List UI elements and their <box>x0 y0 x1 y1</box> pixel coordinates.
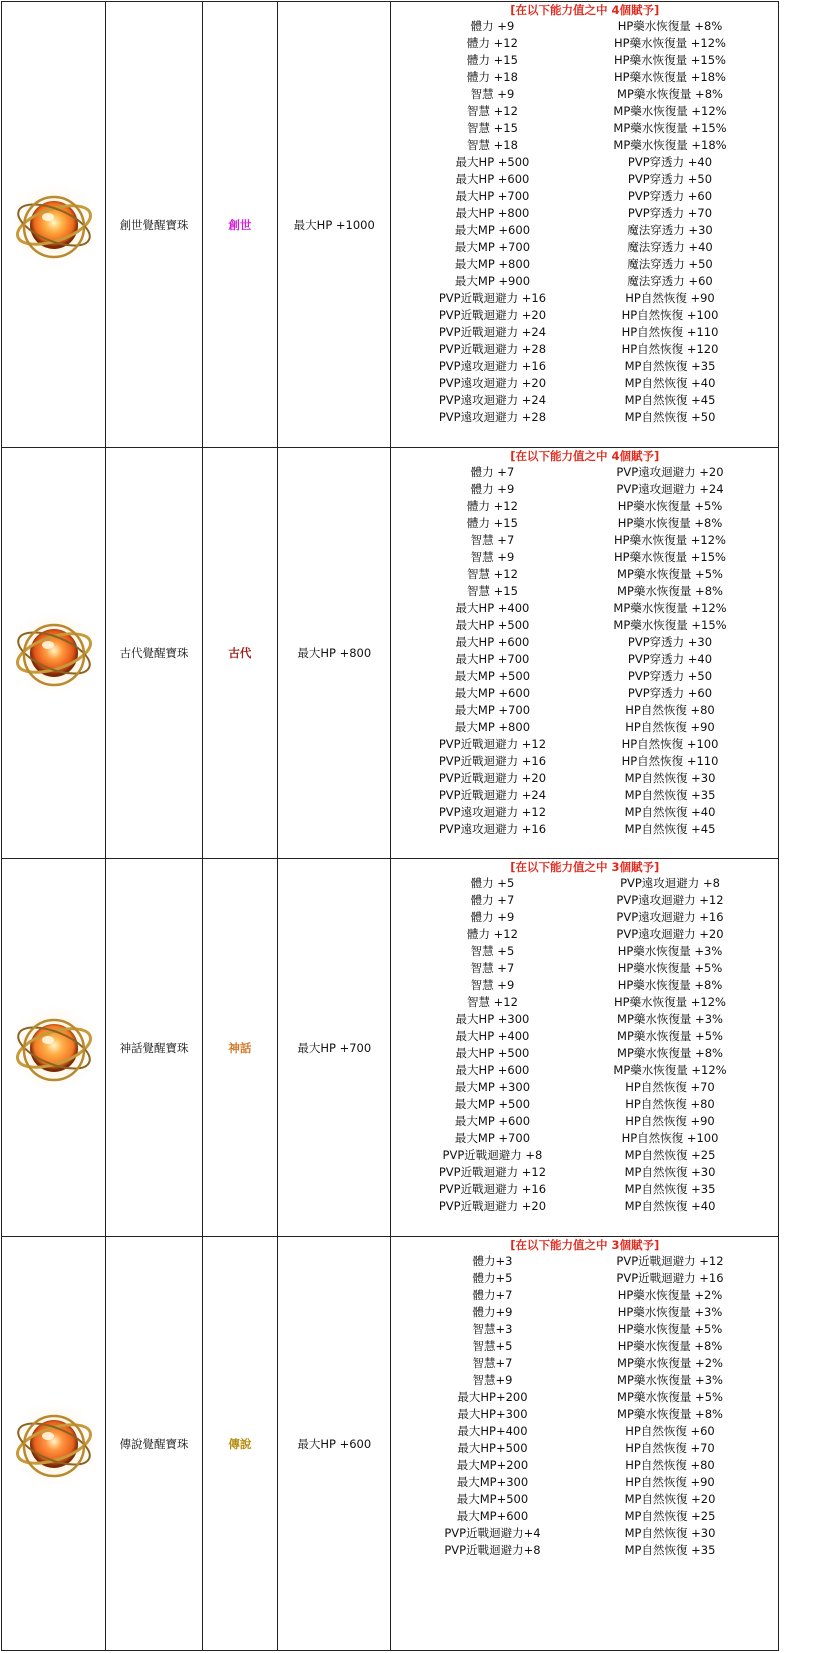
option-item: PVP近戰迴避力 +12 <box>616 1254 724 1268</box>
orb-name: 傳說覺醒寶珠 <box>106 1237 202 1651</box>
option-item: MP藥水恢復量 +5% <box>617 567 723 581</box>
option-item: PVP穿透力 +70 <box>627 206 713 220</box>
option-item: MP藥水恢復量 +12% <box>613 601 727 615</box>
option-item: PVP遠攻迴避力 +12 <box>438 805 547 819</box>
options-right-column <box>600 875 740 1215</box>
option-item: HP藥水恢復量 +5% <box>617 499 723 513</box>
option-item: HP自然恢復 +100 <box>621 737 719 751</box>
awakening-orb-icon <box>6 177 102 273</box>
option-item: HP藥水恢復量 +18% <box>614 70 726 84</box>
option-item: MP藥水恢復量 +8% <box>617 87 723 101</box>
orb-name: 古代覺醒寶珠 <box>106 448 202 859</box>
option-item: 體力 +12 <box>467 36 518 50</box>
option-item: PVP近戰迴避力+8 <box>444 1543 541 1557</box>
option-item: MP藥水恢復量 +5% <box>617 1029 723 1043</box>
option-item: HP藥水恢復量 +5% <box>617 961 723 975</box>
options-title: [在以下能力值之中 3個賦予] <box>510 1238 660 1252</box>
option-item: 最大HP +500 <box>455 155 530 169</box>
option-item: HP藥水恢復量 +3% <box>617 944 723 958</box>
option-item: HP自然恢復 +120 <box>621 342 719 356</box>
option-item: 體力 +18 <box>467 70 518 84</box>
option-item: 智慧 +15 <box>467 584 518 598</box>
options-left-column <box>427 875 557 1215</box>
options-columns <box>391 875 778 1215</box>
option-item: MP藥水恢復量 +3% <box>617 1012 723 1026</box>
option-item: MP自然恢復 +50 <box>624 410 716 424</box>
option-item: HP自然恢復 +70 <box>625 1441 715 1455</box>
option-item: PVP近戰迴避力 +8 <box>442 1148 543 1162</box>
option-item: PVP遠攻迴避力 +12 <box>616 893 724 907</box>
orb-name: 創世覺醒寶珠 <box>106 2 202 448</box>
option-item: 最大HP+400 <box>457 1424 528 1438</box>
option-item: 最大MP +500 <box>454 1097 531 1111</box>
orb-row <box>2 859 779 1237</box>
option-item: HP藥水恢復量 +12% <box>614 995 726 1009</box>
option-item: HP自然恢復 +80 <box>625 1097 715 1111</box>
orb-grade: 古代 <box>202 448 277 859</box>
option-item: MP自然恢復 +35 <box>624 1543 716 1557</box>
option-item: 智慧 +12 <box>467 104 518 118</box>
option-item: 最大HP +500 <box>455 1046 530 1060</box>
option-item: 體力+5 <box>472 1271 513 1285</box>
orb-row <box>2 448 779 859</box>
option-item: 最大HP +300 <box>455 1012 530 1026</box>
option-item: MP自然恢復 +30 <box>624 771 716 785</box>
option-item: 最大MP +700 <box>454 1131 531 1145</box>
option-item: HP藥水恢復量 +8% <box>617 516 723 530</box>
option-item: 智慧+7 <box>472 1356 513 1370</box>
option-item: HP藥水恢復量 +8% <box>617 19 723 33</box>
orb-options-cell <box>391 448 779 859</box>
option-item: MP藥水恢復量 +3% <box>617 1373 723 1387</box>
options-right-column <box>600 1253 740 1559</box>
option-item: 智慧 +18 <box>467 138 518 152</box>
awakening-orb-icon <box>6 1396 102 1492</box>
option-item: HP藥水恢復量 +3% <box>617 1305 723 1319</box>
options-title: [在以下能力值之中 4個賦予] <box>510 449 660 463</box>
options-right-column <box>600 18 740 426</box>
option-item: 體力 +9 <box>470 910 515 924</box>
option-item: PVP近戰迴避力 +20 <box>438 1199 547 1213</box>
option-item: PVP穿透力 +40 <box>627 652 713 666</box>
option-item: PVP近戰迴避力 +16 <box>438 1182 547 1196</box>
option-item: 智慧+9 <box>472 1373 513 1387</box>
option-item: PVP遠攻迴避力 +16 <box>616 910 724 924</box>
options-left-column <box>427 18 557 426</box>
option-item: PVP近戰迴避力 +20 <box>438 308 547 322</box>
option-item: PVP遠攻迴避力 +20 <box>616 465 724 479</box>
option-item: PVP近戰迴避力 +12 <box>438 737 547 751</box>
option-item: MP藥水恢復量 +8% <box>617 584 723 598</box>
option-item: 智慧 +7 <box>470 533 515 547</box>
option-item: MP藥水恢復量 +8% <box>617 1407 723 1421</box>
option-item: MP藥水恢復量 +2% <box>617 1356 723 1370</box>
option-item: 體力 +5 <box>470 876 515 890</box>
option-item: 最大HP +600 <box>455 1063 530 1077</box>
option-item: MP自然恢復 +30 <box>624 1526 716 1540</box>
option-item: MP藥水恢復量 +15% <box>613 618 727 632</box>
options-title: [在以下能力值之中 4個賦予] <box>510 3 660 17</box>
option-item: 最大HP +400 <box>455 601 530 615</box>
option-item: 最大MP +300 <box>454 1080 531 1094</box>
option-item: 最大HP +600 <box>455 172 530 186</box>
option-item: 魔法穿透力 +50 <box>627 257 713 271</box>
orb-grade: 創世 <box>202 2 277 448</box>
option-item: 體力 +7 <box>470 893 515 907</box>
options-left-column <box>427 1253 557 1559</box>
option-item: 魔法穿透力 +60 <box>627 274 713 288</box>
option-item: 最大HP+500 <box>457 1441 528 1455</box>
orb-row <box>2 2 779 448</box>
option-item: MP藥水恢復量 +12% <box>613 1063 727 1077</box>
orb-image-cell <box>2 859 106 1237</box>
option-item: 最大MP +800 <box>454 720 531 734</box>
option-item: HP自然恢復 +60 <box>625 1424 715 1438</box>
option-item: MP藥水恢復量 +12% <box>613 104 727 118</box>
option-item: PVP遠攻迴避力 +16 <box>438 822 547 836</box>
option-item: PVP遠攻迴避力 +20 <box>438 376 547 390</box>
orb-base-stat: 最大HP +1000 <box>278 2 391 448</box>
option-item: HP自然恢復 +70 <box>625 1080 715 1094</box>
option-item: MP藥水恢復量 +15% <box>613 121 727 135</box>
option-item: 智慧 +9 <box>470 87 515 101</box>
option-item: 最大HP+200 <box>457 1390 528 1404</box>
option-item: PVP近戰迴避力 +12 <box>438 1165 547 1179</box>
option-item: MP自然恢復 +40 <box>624 376 716 390</box>
option-item: 最大MP+600 <box>456 1509 529 1523</box>
option-item: 智慧 +7 <box>470 961 515 975</box>
option-item: PVP遠攻迴避力 +20 <box>616 927 724 941</box>
option-item: 體力 +7 <box>470 465 515 479</box>
option-item: HP自然恢復 +110 <box>621 754 719 768</box>
option-item: HP藥水恢復量 +2% <box>617 1288 723 1302</box>
option-item: 最大HP+300 <box>457 1407 528 1421</box>
option-item: MP藥水恢復量 +5% <box>617 1390 723 1404</box>
option-item: PVP穿透力 +50 <box>627 172 713 186</box>
option-item: 體力+7 <box>472 1288 513 1302</box>
option-item: 最大MP +900 <box>454 274 531 288</box>
option-item: 體力 +12 <box>467 499 518 513</box>
option-item: 智慧 +15 <box>467 121 518 135</box>
option-item: MP自然恢復 +40 <box>624 805 716 819</box>
options-columns <box>391 18 778 426</box>
orb-grade: 傳說 <box>202 1237 277 1651</box>
option-item: PVP近戰迴避力 +24 <box>438 788 547 802</box>
option-item: HP藥水恢復量 +12% <box>614 533 726 547</box>
options-columns <box>391 1253 778 1559</box>
option-item: PVP穿透力 +50 <box>627 669 713 683</box>
option-item: HP自然恢復 +90 <box>625 1475 715 1489</box>
option-item: 體力 +9 <box>470 19 515 33</box>
option-item: PVP穿透力 +40 <box>627 155 713 169</box>
option-item: HP自然恢復 +110 <box>621 325 719 339</box>
option-item: 最大HP +400 <box>455 1029 530 1043</box>
option-item: HP自然恢復 +80 <box>625 1458 715 1472</box>
option-item: MP自然恢復 +25 <box>624 1509 716 1523</box>
option-item: 最大MP+300 <box>456 1475 529 1489</box>
option-item: PVP近戰迴避力 +16 <box>438 754 547 768</box>
option-item: MP自然恢復 +40 <box>624 1199 716 1213</box>
orb-options-cell <box>391 2 779 448</box>
option-item: HP自然恢復 +100 <box>621 1131 719 1145</box>
option-item: MP自然恢復 +20 <box>624 1492 716 1506</box>
option-item: 體力 +15 <box>467 53 518 67</box>
option-item: 體力 +9 <box>470 482 515 496</box>
option-item: 魔法穿透力 +40 <box>627 240 713 254</box>
option-item: 最大MP +600 <box>454 223 531 237</box>
option-item: PVP遠攻迴避力 +16 <box>438 359 547 373</box>
options-right-column <box>600 464 740 838</box>
option-item: HP自然恢復 +90 <box>625 1114 715 1128</box>
option-item: PVP近戰迴避力 +28 <box>438 342 547 356</box>
option-item: MP自然恢復 +30 <box>624 1165 716 1179</box>
orb-table <box>1 1 779 1651</box>
option-item: 最大HP +700 <box>455 652 530 666</box>
option-item: HP藥水恢復量 +15% <box>614 550 726 564</box>
option-item: 最大HP +600 <box>455 635 530 649</box>
option-item: PVP遠攻迴避力 +24 <box>616 482 724 496</box>
option-item: 最大HP +800 <box>455 206 530 220</box>
option-item: MP藥水恢復量 +18% <box>613 138 727 152</box>
option-item: PVP遠攻迴避力 +28 <box>438 410 547 424</box>
options-left-column <box>427 464 557 838</box>
option-item: PVP遠攻迴避力 +24 <box>438 393 547 407</box>
option-item: 最大HP +700 <box>455 189 530 203</box>
option-item: MP藥水恢復量 +8% <box>617 1046 723 1060</box>
option-item: 最大MP+200 <box>456 1458 529 1472</box>
option-item: 智慧 +12 <box>467 567 518 581</box>
option-item: HP藥水恢復量 +8% <box>617 978 723 992</box>
orb-base-stat: 最大HP +600 <box>278 1237 391 1651</box>
option-item: 智慧 +12 <box>467 995 518 1009</box>
option-item: 體力+3 <box>472 1254 513 1268</box>
option-item: HP藥水恢復量 +12% <box>614 36 726 50</box>
option-item: PVP穿透力 +60 <box>627 686 713 700</box>
option-item: MP自然恢復 +35 <box>624 1182 716 1196</box>
option-item: MP自然恢復 +35 <box>624 788 716 802</box>
option-item: PVP近戰迴避力 +16 <box>438 291 547 305</box>
option-item: 體力 +15 <box>467 516 518 530</box>
orb-base-stat: 最大HP +700 <box>278 859 391 1237</box>
orb-options-cell <box>391 859 779 1237</box>
option-item: MP自然恢復 +25 <box>624 1148 716 1162</box>
option-item: 最大MP +500 <box>454 669 531 683</box>
option-item: PVP近戰迴避力+4 <box>444 1526 541 1540</box>
option-item: 智慧 +5 <box>470 944 515 958</box>
option-item: HP自然恢復 +80 <box>625 703 715 717</box>
orb-options-cell <box>391 1237 779 1651</box>
option-item: 智慧 +9 <box>470 978 515 992</box>
orb-image-cell <box>2 448 106 859</box>
option-item: MP自然恢復 +45 <box>624 822 716 836</box>
option-item: HP自然恢復 +100 <box>621 308 719 322</box>
option-item: 最大MP +700 <box>454 240 531 254</box>
awakening-orb-icon <box>6 605 102 701</box>
option-item: MP自然恢復 +45 <box>624 393 716 407</box>
option-item: PVP近戰迴避力 +20 <box>438 771 547 785</box>
option-item: 體力 +12 <box>467 927 518 941</box>
option-item: MP自然恢復 +35 <box>624 359 716 373</box>
option-item: PVP近戰迴避力 +16 <box>616 1271 724 1285</box>
option-item: 智慧+3 <box>472 1322 513 1336</box>
option-item: HP自然恢復 +90 <box>625 720 715 734</box>
option-item: 最大MP +800 <box>454 257 531 271</box>
option-item: PVP近戰迴避力 +24 <box>438 325 547 339</box>
option-item: HP藥水恢復量 +15% <box>614 53 726 67</box>
option-item: 最大MP +700 <box>454 703 531 717</box>
option-item: 智慧+5 <box>472 1339 513 1353</box>
orb-image-cell <box>2 2 106 448</box>
option-item: PVP穿透力 +30 <box>627 635 713 649</box>
option-item: 最大HP +500 <box>455 618 530 632</box>
orb-name: 神話覺醒寶珠 <box>106 859 202 1237</box>
orb-image-cell <box>2 1237 106 1651</box>
option-item: 最大MP +600 <box>454 686 531 700</box>
orb-row <box>2 1237 779 1651</box>
option-item: HP藥水恢復量 +8% <box>617 1339 723 1353</box>
options-columns <box>391 464 778 838</box>
option-item: 魔法穿透力 +30 <box>627 223 713 237</box>
options-title: [在以下能力值之中 3個賦予] <box>510 860 660 874</box>
orb-base-stat: 最大HP +800 <box>278 448 391 859</box>
option-item: PVP遠攻迴避力 +8 <box>620 876 720 890</box>
option-item: HP藥水恢復量 +5% <box>617 1322 723 1336</box>
option-item: HP自然恢復 +90 <box>625 291 715 305</box>
option-item: 最大MP+500 <box>456 1492 529 1506</box>
option-item: PVP穿透力 +60 <box>627 189 713 203</box>
option-item: 最大MP +600 <box>454 1114 531 1128</box>
option-item: 智慧 +9 <box>470 550 515 564</box>
orb-grade: 神話 <box>202 859 277 1237</box>
awakening-orb-icon <box>6 1000 102 1096</box>
option-item: 體力+9 <box>472 1305 513 1319</box>
